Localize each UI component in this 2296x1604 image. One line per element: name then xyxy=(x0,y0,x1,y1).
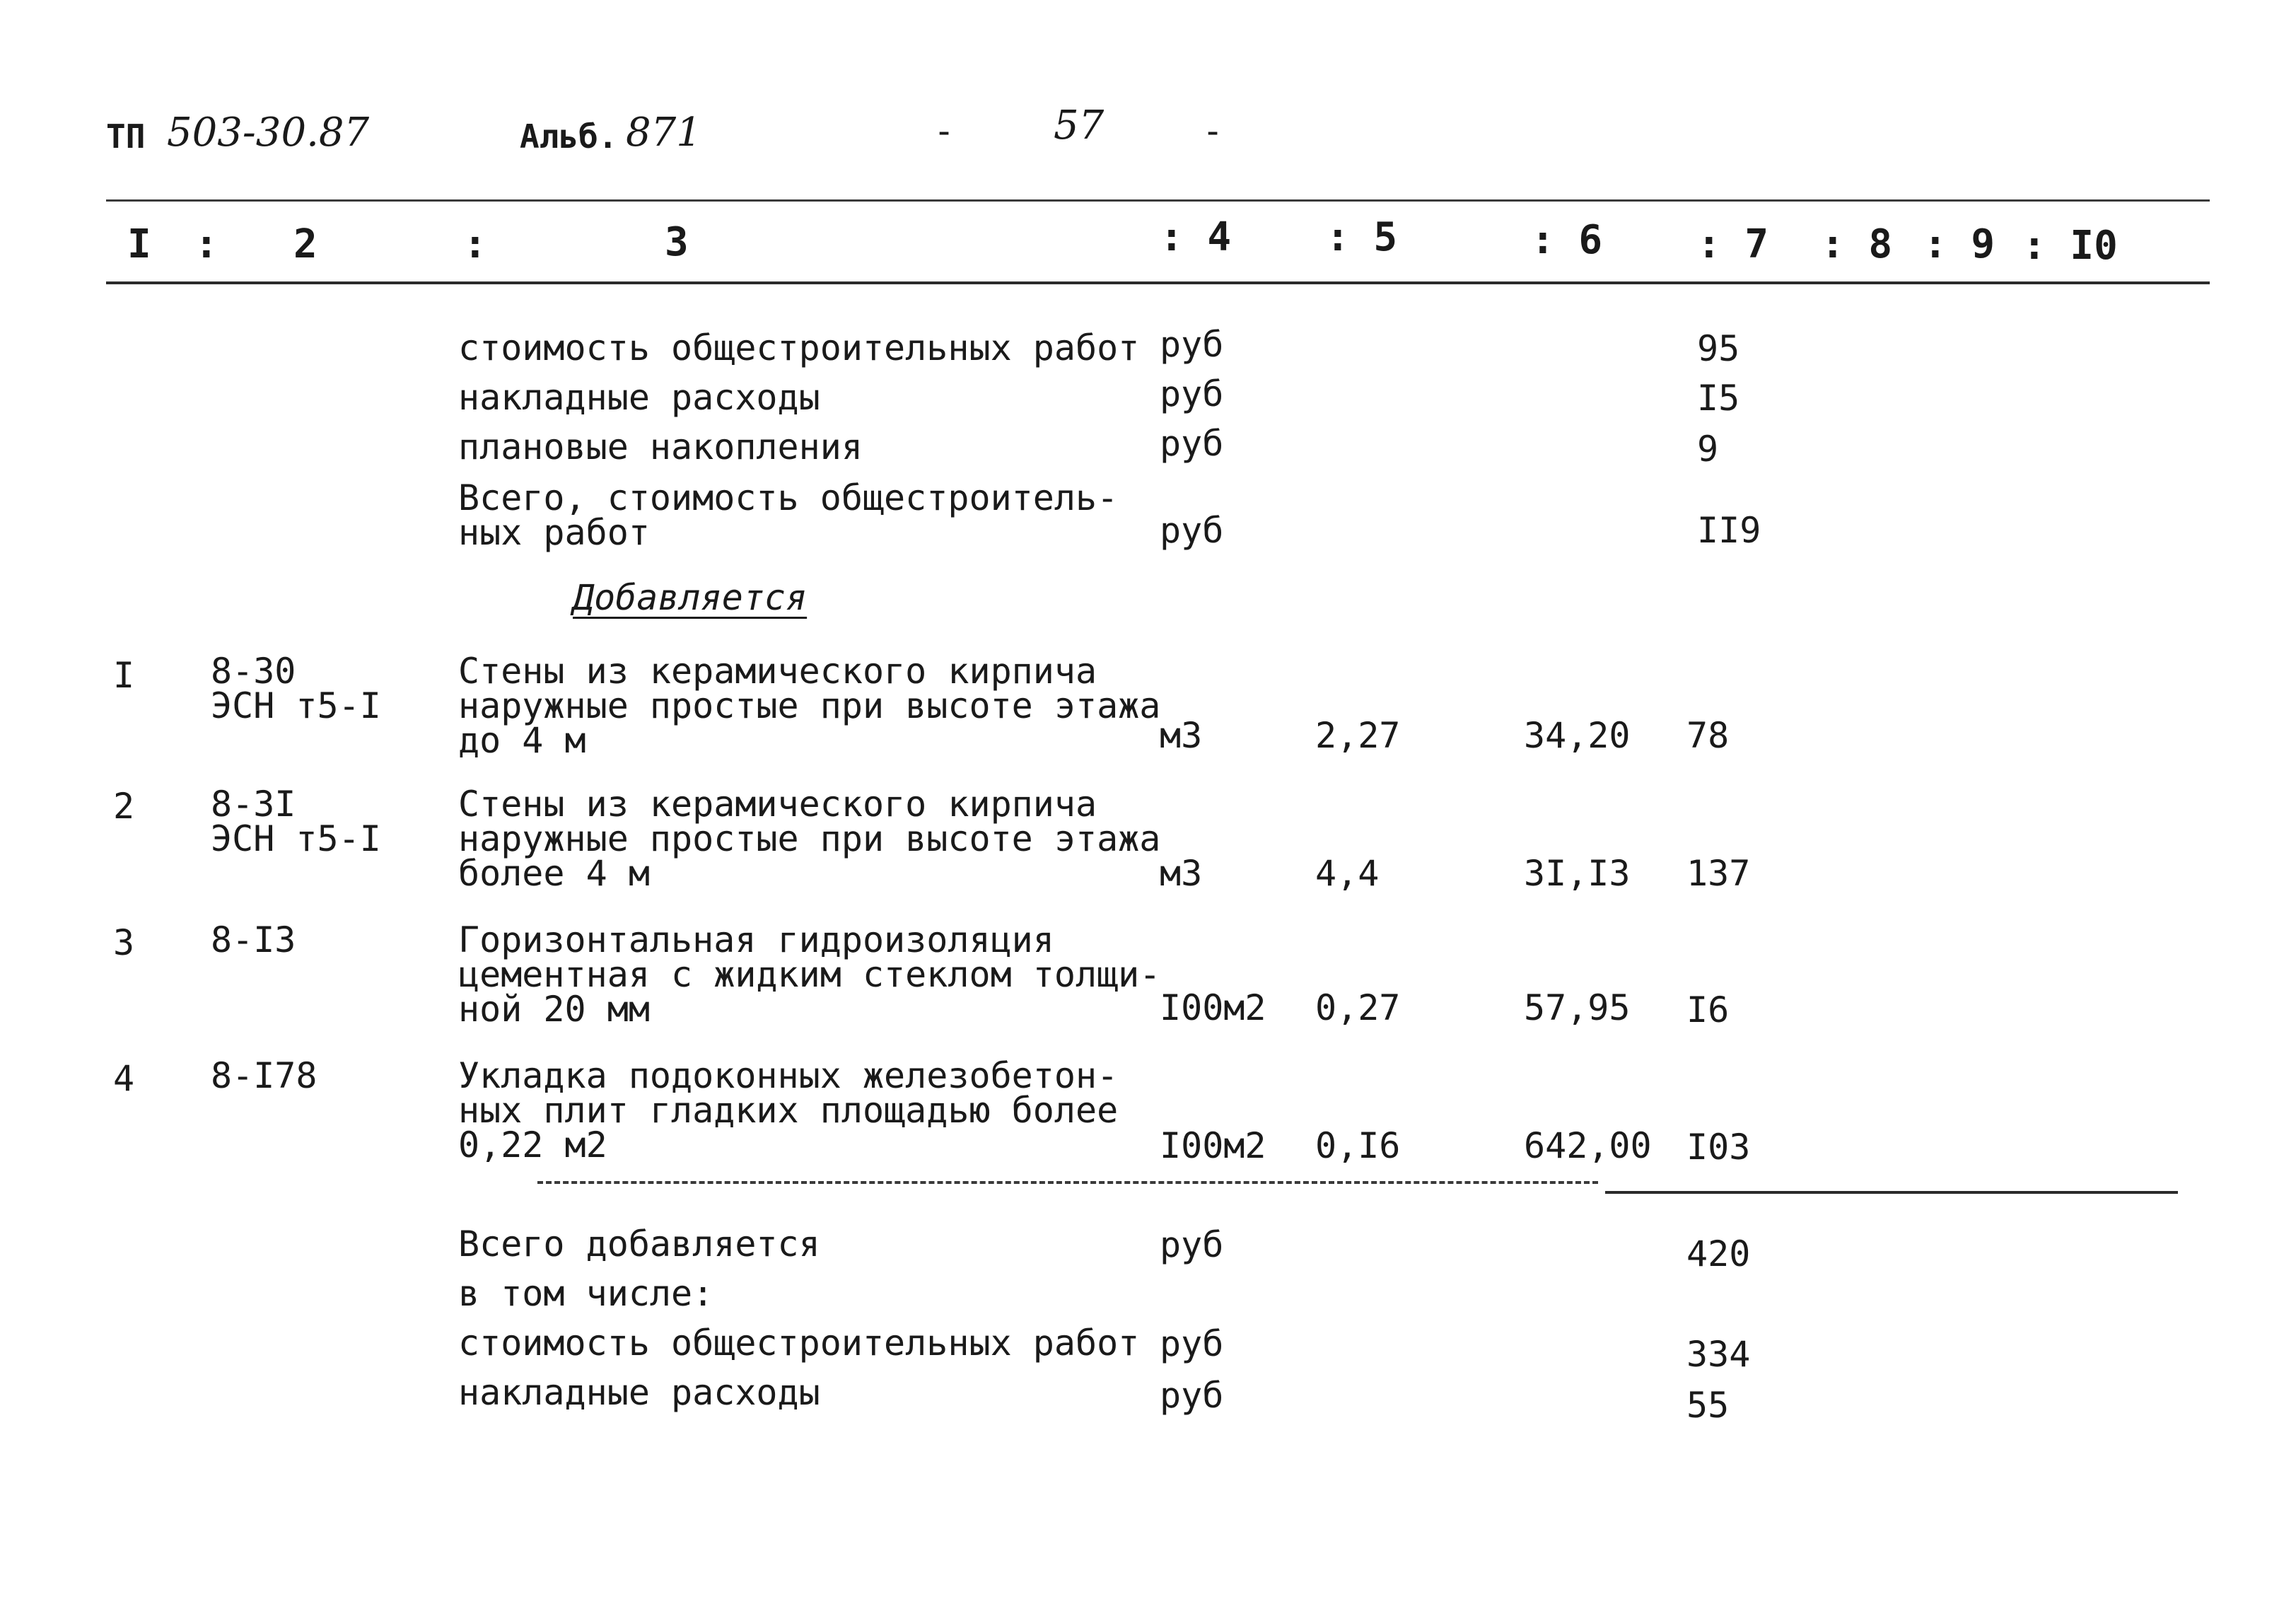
bottom-summary-label: в том числе: xyxy=(458,1273,714,1314)
bottom-summary-unit: руб xyxy=(1160,1375,1224,1416)
row-unit-price: 3I,I3 xyxy=(1524,853,1631,894)
bottom-summary-label: накладные расходы xyxy=(458,1372,820,1413)
top-summary-unit: руб xyxy=(1160,510,1224,551)
summary-separator xyxy=(537,1181,1598,1184)
row-quantity: 4,4 xyxy=(1315,853,1380,894)
col-header-2: 2 xyxy=(293,221,317,267)
bottom-summary-unit: руб xyxy=(1160,1224,1224,1265)
tp-number: 503-30.87 xyxy=(167,110,370,156)
top-summary-label: Всего, стоимость общестроитель- ных работ xyxy=(458,477,1119,553)
row-number: 4 xyxy=(113,1058,135,1099)
summary-separator-right xyxy=(1605,1191,2178,1194)
top-summary-value: I5 xyxy=(1697,378,1740,419)
header-bottom-rule xyxy=(106,281,2210,284)
col-sep-1: : xyxy=(194,221,218,267)
row-total: 137 xyxy=(1686,853,1751,894)
col-sep-2: : xyxy=(463,221,487,267)
row-code: 8-30 ЭСН т5-I xyxy=(211,651,381,726)
col-header-4: : 4 xyxy=(1160,214,1232,260)
row-description: Стены из керамического кирпича наружные простые при высоте этажа более 4 м xyxy=(458,784,1161,894)
col-header-6: : 6 xyxy=(1531,217,1603,263)
bottom-summary-value: 334 xyxy=(1686,1334,1751,1375)
top-summary-unit: руб xyxy=(1160,373,1224,414)
row-unit-price: 57,95 xyxy=(1524,987,1631,1028)
row-unit: I00м2 xyxy=(1160,1125,1266,1166)
col-header-7: : 7 xyxy=(1697,221,1769,267)
top-summary-label: плановые накопления xyxy=(458,426,863,467)
row-unit: м3 xyxy=(1160,853,1203,894)
col-header-10: : I0 xyxy=(2022,223,2118,269)
album-number: 871 xyxy=(626,110,701,156)
row-number: 2 xyxy=(113,786,135,827)
top-summary-unit: руб xyxy=(1160,423,1224,464)
col-header-8: : 8 xyxy=(1821,221,1893,267)
col-header-9: : 9 xyxy=(1923,221,1995,267)
row-code: 8-3I ЭСН т5-I xyxy=(211,784,381,859)
bottom-summary-label: стоимость общестроительных работ xyxy=(458,1323,1140,1364)
col-header-5: : 5 xyxy=(1326,214,1398,260)
top-summary-value: 95 xyxy=(1697,328,1740,369)
row-quantity: 0,I6 xyxy=(1315,1125,1401,1166)
row-total: 78 xyxy=(1686,715,1730,756)
col-header-1: I xyxy=(127,221,151,267)
row-total: I6 xyxy=(1686,989,1730,1030)
col-header-3: 3 xyxy=(665,219,689,265)
bottom-summary-label: Всего добавляется xyxy=(458,1224,820,1265)
row-number: 3 xyxy=(113,922,135,963)
row-quantity: 2,27 xyxy=(1315,715,1401,756)
row-description: Стены из керамического кирпича наружные простые при высоте этажа до 4 м xyxy=(458,651,1161,761)
bottom-summary-value: 420 xyxy=(1686,1233,1751,1274)
album-prefix: Альб. xyxy=(520,117,618,156)
header-top-rule xyxy=(106,199,2210,202)
bottom-summary-value: 55 xyxy=(1686,1385,1730,1426)
section-title: Добавляется xyxy=(573,577,808,618)
page-dash-left: - xyxy=(933,110,955,151)
bottom-summary-unit: руб xyxy=(1160,1323,1224,1364)
top-summary-label: накладные расходы xyxy=(458,377,820,418)
top-summary-value: 9 xyxy=(1697,429,1719,470)
row-description: Укладка подоконных железобетон- ных плит гладких площадью более 0,22 м2 xyxy=(458,1055,1119,1166)
top-summary-label: стоимость общестроительных работ xyxy=(458,327,1140,368)
row-number: I xyxy=(113,655,135,696)
page-number: 57 xyxy=(1054,103,1105,149)
row-unit: м3 xyxy=(1160,715,1203,756)
tp-prefix: ТП xyxy=(106,117,146,156)
row-description: Горизонтальная гидроизоляция цементная с жидким стеклом толщи- ной 20 мм xyxy=(458,919,1161,1030)
row-total: I03 xyxy=(1686,1127,1751,1168)
row-code: 8-I3 xyxy=(211,919,296,960)
row-unit-price: 34,20 xyxy=(1524,715,1631,756)
row-code: 8-I78 xyxy=(211,1055,317,1096)
top-summary-value: II9 xyxy=(1697,510,1761,551)
row-quantity: 0,27 xyxy=(1315,987,1401,1028)
row-unit: I00м2 xyxy=(1160,987,1266,1028)
page-dash-right: - xyxy=(1202,110,1224,151)
top-summary-unit: руб xyxy=(1160,324,1224,365)
row-unit-price: 642,00 xyxy=(1524,1125,1652,1166)
